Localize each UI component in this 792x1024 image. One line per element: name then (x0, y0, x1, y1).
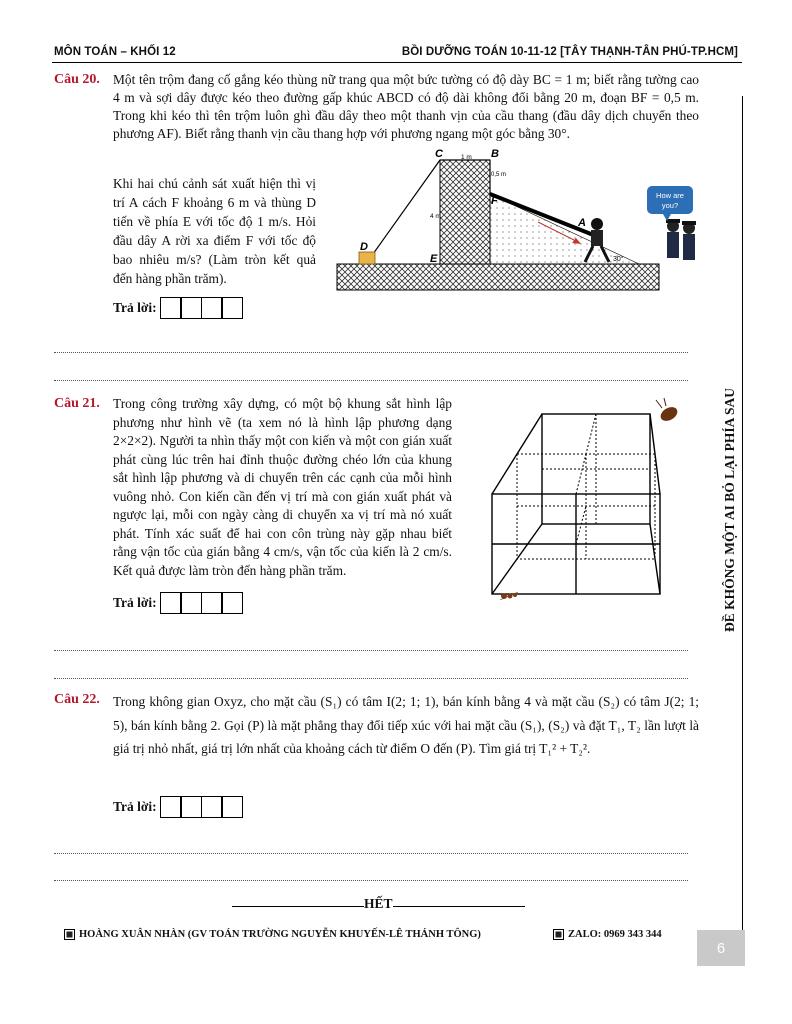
q21-label: Câu 21. (54, 396, 100, 411)
q22-answer (113, 796, 243, 818)
q22-answer-box[interactable] (221, 796, 243, 818)
q20-label: Câu 20. (54, 72, 100, 87)
label-f: F (491, 195, 498, 207)
q20-answer-box[interactable] (180, 297, 202, 319)
q22-paragraph-1: Trong không gian Oxyz, cho mặt cầu (S₁) có tâm I(2; 1; 1), bán kính bằng 4 và mặt cầu (S₂) có tâm J(2; 1; 5), bán kính bằng 2. Gọi (P) là mặt phẳng thay đổi tiếp xúc với hai mặt cầu (S₁), (S₂) và đặt T₁, T₂ lần lượt là giá trị nhỏ nhất, giá trị lớn nhất của khoảng cách từ điểm O đến (P). Tìm giá trị T₁² + T₂². (113, 694, 699, 756)
q20-dotted-line (54, 352, 688, 353)
page-number: 6 (697, 930, 745, 966)
q22-dotted-line (54, 880, 688, 881)
q21-paragraph-1: Trong công trường xây dựng, có một bộ khung sắt hình lập phương như hình vẽ (ta xem nó là hình lập phương dạng 2×2×2). Người ta nhìn thấy một con kiến và một con gián xuất phát cùng lúc trên hai đỉnh thuộc đường chéo lớn của khung sắt hình lập phương và di chuyển trên các cạnh của mỗi hình vuông nhỏ. Con kiến cần đến vị trí mà con gián xuất phát và ngược lại, mỗi con ngày càng di chuyển xa vị trí mà nó xuất phát. Tính xác suất để hai con côn trùng này gặp nhau biết rằng vận tốc của gián bằng 4 cm/s, vận tốc của kiến là 2 cm/s. Kết quả được làm tròn đến hàng phần trăm. (113, 396, 452, 578)
q20-dotted-line (54, 380, 688, 381)
q22-dotted-line (54, 853, 688, 854)
q21-answer (113, 592, 243, 614)
q20-paragraph-2: Khi hai chú cảnh sát xuất hiện thì vị trí A cách F khoảng 6 m và thùng D tiến về phía E với tốc độ 1 m/s. Hỏi đầu dây A rời xa điểm F với tốc độ bao nhiêu m/s? (Làm tròn kết quả đến hàng phần trăm). (113, 176, 316, 286)
label-d: D (360, 241, 368, 253)
q20-paragraph-1: Một tên trộm đang cố gắng kéo thùng nữ trang qua một bức tường có độ dày BC = 1 m; biết rằng tường cao 4 m và sợi dây được kéo theo đường gấp khúc ABCD có độ dài không đổi bằng 20 m, đoạn BF = 0,5 m. Trong khi kéo thì tên trộm luôn ghì đầu dây theo một thanh vịn của cầu thang (đầu dây dịch chuyển theo phương AF). Biết rằng thanh vịn cầu thang hợp với phương ngang một góc bằng 30°. (113, 72, 699, 141)
label-a: A (578, 217, 586, 229)
q21-cube-figure (470, 396, 700, 606)
end-text: HẾT (364, 896, 393, 911)
q21-answer-box[interactable] (180, 592, 202, 614)
q21-answer-box[interactable] (201, 592, 223, 614)
q20-figure (333, 146, 703, 294)
header-subject: MÔN TOÁN – KHỐI 12 (54, 46, 176, 58)
q21-dotted-line (54, 650, 688, 651)
end-marker (232, 896, 532, 912)
q22-answer-label: Trả lời: (113, 799, 157, 814)
q20-answer (113, 297, 243, 319)
box-d (359, 252, 375, 264)
q21-answer-box[interactable] (160, 592, 182, 614)
label-b: B (491, 148, 499, 160)
q20-answer-box[interactable] (221, 297, 243, 319)
q22-label: Câu 22. (54, 692, 100, 707)
ground (337, 264, 659, 290)
header-divider (52, 62, 742, 63)
ant-icon (500, 592, 518, 600)
square-bullet-icon (553, 929, 564, 940)
q22-answer-box[interactable] (201, 796, 223, 818)
square-bullet-icon (64, 929, 75, 940)
q20-answer-box[interactable] (160, 297, 182, 319)
label-e: E (430, 253, 438, 265)
footer-contact (553, 929, 662, 940)
footer-author-text: HOÀNG XUÂN NHÀN (GV TOÁN TRƯỜNG NGUYỄN KHUYẾN-LÊ THÁNH TÔNG) (79, 929, 481, 940)
bubble-line-1: How are (656, 191, 684, 200)
side-divider (742, 96, 743, 958)
q22-answer-box[interactable] (160, 796, 182, 818)
bubble-line-2: you? (661, 201, 679, 210)
q22-answer-box[interactable] (180, 796, 202, 818)
label-angle: 30° (613, 256, 624, 263)
label-c: C (435, 148, 443, 160)
q21-answer-box[interactable] (221, 592, 243, 614)
police-icon (666, 219, 696, 260)
footer-contact-text: ZALO: 0969 343 344 (568, 929, 662, 940)
header-course: BỒI DƯỠNG TOÁN 10-11-12 [TÂY THẠNH-TÂN PHÚ-TP.HCM] (401, 46, 738, 58)
q21-dotted-line (54, 678, 688, 679)
q20-answer-box[interactable] (201, 297, 223, 319)
footer-author (64, 929, 481, 940)
q20-answer-label: Trả lời: (113, 300, 157, 315)
label-bf: 0,5 m (491, 172, 507, 178)
label-wall-height: 4 m (430, 213, 441, 220)
wall (440, 160, 490, 264)
label-bc: 1 m (461, 154, 472, 161)
q21-answer-label: Trả lời: (113, 595, 157, 610)
cockroach-icon (656, 398, 680, 424)
